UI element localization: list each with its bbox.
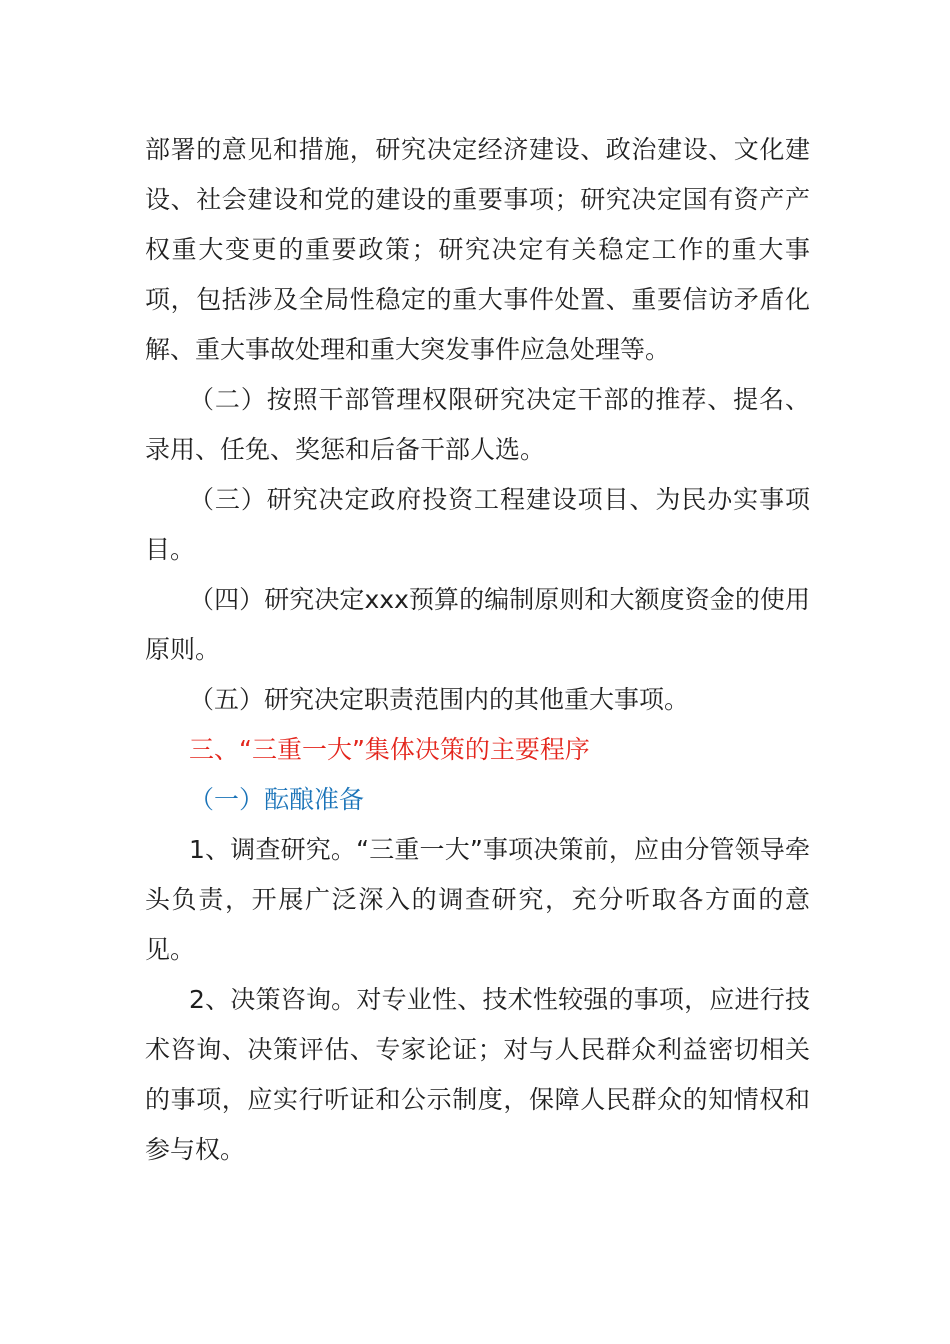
paragraph-consultation: 2、决策咨询。对专业性、技术性较强的事项，应进行技术咨询、决策评估、专家论证；对与人民群众利益密切相关的事项，应实行听证和公示制度，保障人民群众的知情权和参与权。 <box>145 985 810 1164</box>
paragraph-continued: 部署的意见和措施，研究决定经济建设、政治建设、文化建设、社会建设和党的建设的重要事项；研究决定国有资产产权重大变更的重要政策；研究决定有关稳定工作的重大事项，包括涉及全局性稳定的重大事件处置、重要信访矛盾化解、重大事故处理和重大突发事件应急处理等。 <box>145 135 810 364</box>
section-heading: 三、“三重一大”集体决策的主要程序 <box>189 735 590 764</box>
paragraph-investigation: 1、调查研究。“三重一大”事项决策前，应由分管领导牵头负责，开展广泛深入的调查研究，充分听取各方面的意见。 <box>145 835 810 964</box>
subsection-heading: （一）酝酿准备 <box>189 785 365 814</box>
paragraph-item-5: （五）研究决定职责范围内的其他重大事项。 <box>189 685 690 714</box>
paragraph-item-3: （三）研究决定政府投资工程建设项目、为民办实事项目。 <box>145 485 810 564</box>
document-body <box>145 125 810 1175</box>
paragraph-item-4: （四）研究决定xxx预算的编制原则和大额度资金的使用原则。 <box>145 585 810 664</box>
paragraph-item-2: （二）按照干部管理权限研究决定干部的推荐、提名、录用、任免、奖惩和后备干部人选。 <box>145 385 810 464</box>
